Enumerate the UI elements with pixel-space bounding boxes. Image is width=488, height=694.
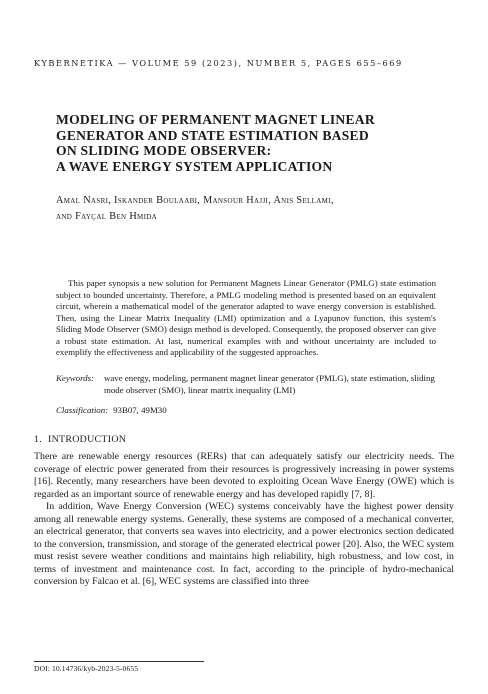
title-line: ON SLIDING MODE OBSERVER: [56,143,272,159]
section-title: INTRODUCTION [48,434,127,445]
paragraph: There are renewable energy resources (RERs) that can adequately satisfy our electricity needs. The coverage of electric power generated from their resources is progressively increasing in power systems [16]. Recently, many researchers have been devoted to exploiting Ocean Wave Energy (OWE) which is regarded as an important source of renewable energy and has developed rapidly [7, 8]. [34,451,454,500]
section-heading [34,434,126,445]
section-number: 1. [34,434,43,445]
abstract: This paper synopsis a new solution for Permanent Magnets Linear Generator (PMLG) state estimation subject to bounded uncertainty. Therefore, a PMLG modeling method is presented based on an equivalent circuit, wherein a mathematical model of the generator adapted to wave energy conversion is established. Then, using the Linear Matrix Inequality (LMI) optimization and a Lyapunov function, this system's Sliding Mode Observer (SMO) design method is developed. Consequently, the proposed observer can give a robust state estimation. At last, numerical examples with and without uncertainty are included to exemplify the effectiveness and applicability of the suggested approaches. [56,278,436,358]
doi-footnote: DOI: 10.14736/kyb-2023-5-0655 [34,664,139,673]
paragraph: In addition, Wave Energy Conversion (WEC) systems conceivably have the highest power density among all renewable energy systems. Generally, these systems are composed of a mechanical converter, an electrical generator, that converts sea waves into electricity, and a power electronics section dedicated to the conversion, transmission, and storage of the generated electrical power [20]. Also, the WEC system must resist severe weather conditions and maintains high reliability, high robustness, and low cost, in terms of investment and maintenance cost. In fact, according to the principle of hydro-mechanical conversion by Falcao et al. [6], WEC systems are classified into three [34,501,454,587]
author-line: and Fayçal Ben Hmida [56,211,158,222]
keywords-text: wave energy, modeling, permanent magnet linear generator (PMLG), state estimation, sliding mode observer (SMO), linear matrix inequality (LMI) [104,373,435,395]
keywords-label: Keywords: [56,373,94,383]
classification-label: Classification: [56,405,109,415]
classification-text: 93B07, 49M30 [113,405,167,415]
journal-header: KYBERNETIKA — VOLUME 59 (2023), NUMBER 5, PAGES 655–669 [34,58,403,68]
classification-block [56,405,436,417]
footnote-rule [34,661,204,662]
body-text [34,451,454,589]
title-line: GENERATOR AND STATE ESTIMATION BASED [56,127,369,143]
author-list [56,193,436,225]
author-line: Amal Nasri, Iskander Boulaabi, Mansour Hajji, Anis Sellami, [56,195,334,206]
title-line: A WAVE ENERGY SYSTEM APPLICATION [56,158,333,174]
paper-title [56,112,436,174]
title-line: MODELING OF PERMANENT MAGNET LINEAR [56,112,375,127]
